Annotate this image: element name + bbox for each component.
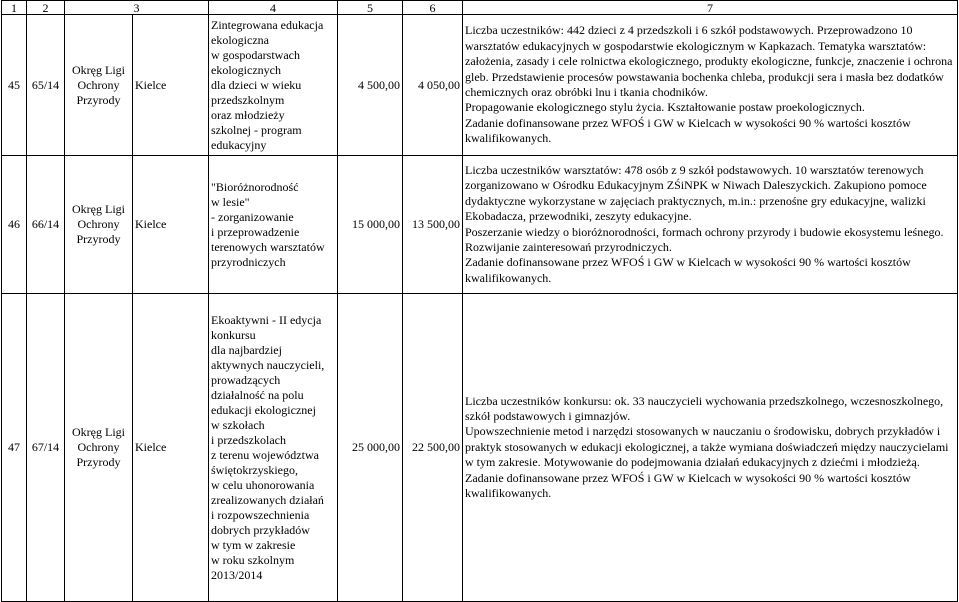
organization-line: Przyrody bbox=[76, 455, 121, 469]
organization-line: Okręg Ligi bbox=[72, 202, 125, 216]
description-paragraph: Liczba uczestników konkursu: ok. 33 nauczycieli wychowania przedszkolnego, wczesnoszkolnego, szkół podstawowych i gimnazjów. bbox=[465, 393, 944, 423]
organization-line: Ochrony bbox=[77, 440, 120, 454]
description-paragraph: Zadanie dofinansowane przez WFOŚ i GW w Kielcach w wysokości 90 % wartości kosztów kwalifikowanych. bbox=[465, 255, 911, 285]
title-line: konkursu bbox=[211, 327, 256, 342]
column-number-header bbox=[2, 1, 958, 15]
title-line: i przeprowadzenie bbox=[211, 224, 300, 239]
row-title bbox=[209, 15, 338, 156]
table-row bbox=[2, 156, 958, 294]
row-city: Kielce bbox=[133, 294, 209, 602]
organization-line: Przyrody bbox=[76, 92, 121, 107]
row-number: 66/14 bbox=[27, 156, 65, 294]
description-paragraph: Rozwijanie zainteresowań przyrodniczych. bbox=[465, 239, 672, 254]
description-paragraph: Liczba uczestników warsztatów: 478 osób z 9 szkół podstawowych. 10 warsztatów terenowych zorganizowano w Ośrodku Edukacyjnym ZŚiNPK w Niwach Daleszyckich. Zakupiono pomoce dydaktyczne wykorzystane w zajęciach praktycznych, m.in.: przenośne gry edukacyjne, walizki Ekobadacza, przewodniki, zeszyty edukacyjne. bbox=[465, 162, 927, 224]
row-city: Kielce bbox=[133, 15, 209, 156]
title-line: dla dzieci w wieku bbox=[211, 77, 302, 92]
project-table bbox=[1, 0, 958, 602]
row-number: 65/14 bbox=[27, 15, 65, 156]
title-line: 2013/2014 bbox=[211, 567, 263, 582]
row-description bbox=[463, 15, 958, 156]
row-lp: 47 bbox=[2, 294, 27, 602]
col-number-4: 4 bbox=[209, 1, 338, 15]
title-line: Zintegrowana edukacja bbox=[211, 17, 324, 32]
title-line: - zorganizowanie bbox=[211, 209, 294, 224]
row-number: 67/14 bbox=[27, 294, 65, 602]
title-line: dobrych przykładów bbox=[211, 522, 310, 537]
title-line: z terenu województwa bbox=[211, 447, 319, 462]
description-paragraph: Liczba uczestników: 442 dzieci z 4 przedszkoli i 6 szkół podstawowych. Przeprowadzono 10 warsztatów edukacyjnych w gospodarstwie ekologicznym w Kapkazach. Tematyka warsztatów: założenia, zasady i cele rolnictwa ekologicznego, produkty ekologiczne, funkcje, znaczenie i ochrona gleb. Przedstawienie procesów powstawania bochenka chleba, produkcji sera i masła bez dodatków chemicznych oraz obróbki lnu i tkania chodników. bbox=[465, 23, 953, 99]
title-line: w roku szkolnym bbox=[211, 552, 295, 567]
title-line: w tym w zakresie bbox=[211, 537, 296, 552]
organization-line: Ochrony bbox=[77, 77, 120, 92]
title-line: szkolnej - program bbox=[211, 122, 302, 137]
organization-line: Ochrony bbox=[77, 217, 120, 231]
title-line: Ekoaktywni - II edycja bbox=[211, 312, 322, 327]
title-line: dla najbardziej bbox=[211, 342, 282, 357]
col-number-2: 2 bbox=[27, 1, 65, 15]
description-paragraph: Zadanie dofinansowane przez WFOŚ i GW w Kielcach w wysokości 90 % wartości kosztów kwalifikowanych. bbox=[465, 115, 911, 146]
row-cost: 4 500,00 bbox=[338, 15, 403, 156]
row-organization bbox=[65, 15, 133, 156]
row-description bbox=[463, 156, 958, 294]
title-line: "Bioróżnorodność bbox=[211, 179, 299, 194]
title-line: w szkołach bbox=[211, 417, 265, 432]
title-line: prowadzących bbox=[211, 372, 281, 387]
title-line: terenowych warsztatów bbox=[211, 239, 325, 254]
title-line: ekologiczna bbox=[211, 32, 269, 47]
row-cost: 15 000,00 bbox=[338, 156, 403, 294]
title-line: zrealizowanych działań bbox=[211, 492, 324, 507]
organization-line: Okręg Ligi bbox=[72, 425, 125, 439]
description-paragraph: Propagowanie ekologicznego stylu życia. Kształtowanie postaw proekologicznych. bbox=[465, 100, 865, 115]
row-organization bbox=[65, 156, 133, 294]
title-line: ekologicznych bbox=[211, 62, 281, 77]
table-row bbox=[2, 294, 958, 602]
title-line: oraz młodzieży bbox=[211, 107, 285, 122]
title-line: przedszkolnym bbox=[211, 92, 285, 107]
title-line: w lesie" bbox=[211, 194, 250, 209]
description-paragraph: Upowszechnienie metod i narzędzi stosowanych w nauczaniu o środowisku, dobrych przykładów i praktyk stosowanych w edukacji ekologicznej, a także wymiana doświadczeń między nauczycielami w tym zakresie. Motywowanie do podejmowania działań edukacyjnych z dziećmi i młodzieżą. bbox=[465, 424, 949, 470]
col-number-5: 5 bbox=[338, 1, 403, 15]
col-number-3: 3 bbox=[65, 1, 209, 15]
title-line: świętokrzyskiego, bbox=[211, 462, 298, 477]
row-description bbox=[463, 294, 958, 602]
organization-line: Okręg Ligi bbox=[72, 62, 125, 77]
title-line: w celu uhonorowania bbox=[211, 477, 315, 492]
col-number-6: 6 bbox=[403, 1, 463, 15]
row-title bbox=[209, 156, 338, 294]
title-line: aktywnych nauczycieli, bbox=[211, 357, 325, 372]
row-cost: 25 000,00 bbox=[338, 294, 403, 602]
title-line: w gospodarstwach bbox=[211, 47, 300, 62]
row-lp: 46 bbox=[2, 156, 27, 294]
description-paragraph: Zadanie dofinansowane przez WFOŚ i GW w Kielcach w wysokości 90 % wartości kosztów kwalifikowanych. bbox=[465, 470, 911, 501]
row-grant: 22 500,00 bbox=[403, 294, 463, 602]
row-lp: 45 bbox=[2, 15, 27, 156]
row-title bbox=[209, 294, 338, 602]
title-line: i przedszkolach bbox=[211, 432, 286, 447]
col-number-1: 1 bbox=[2, 1, 27, 15]
col-number-7: 7 bbox=[463, 1, 958, 15]
row-organization bbox=[65, 294, 133, 602]
title-line: edukacji ekologicznej bbox=[211, 402, 316, 417]
title-line: działalność na polu bbox=[211, 387, 304, 402]
row-grant: 4 050,00 bbox=[403, 15, 463, 156]
title-line: przyrodniczych bbox=[211, 254, 286, 269]
title-line: i rozpowszechnienia bbox=[211, 507, 310, 522]
row-grant: 13 500,00 bbox=[403, 156, 463, 294]
title-line: edukacyjny bbox=[211, 137, 267, 152]
description-paragraph: Poszerzanie wiedzy o bioróżnorodności, formach ochrony przyrody i budowie ekosystemu leśnego. bbox=[465, 224, 944, 239]
table-row bbox=[2, 15, 958, 156]
row-city: Kielce bbox=[133, 156, 209, 294]
organization-line: Przyrody bbox=[76, 232, 121, 246]
